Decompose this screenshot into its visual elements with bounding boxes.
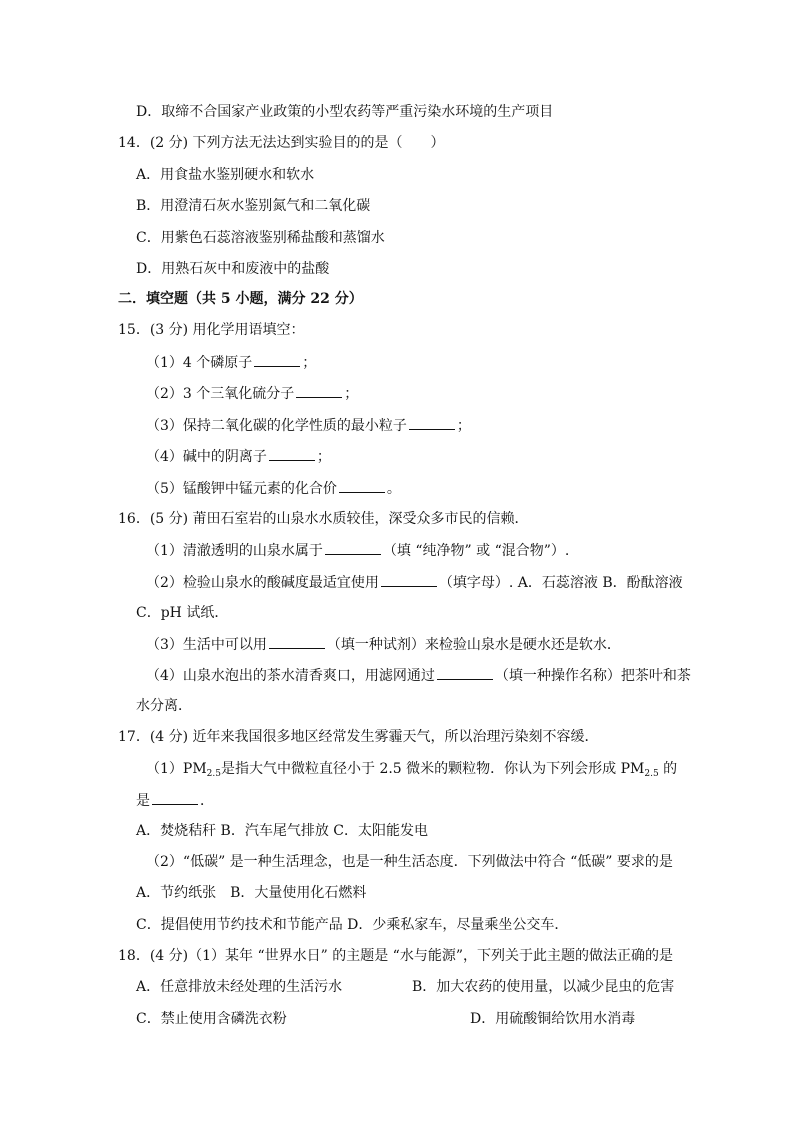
q17-part2: （2）“低碳” 是一种生活理念，也是一种生活态度．下列做法中符合 “低碳” 要求的是 — [146, 854, 673, 870]
q17-part2-options-2: C．提倡使用节约技术和节能产品 D．少乘私家车，尽量乘坐公交车． — [136, 917, 569, 933]
q16-part1 — [146, 540, 569, 561]
q14-option-b: B．用澄清石灰水鉴别氮气和二氧化碳 — [136, 198, 371, 214]
q18-option-a: A．任意排放未经处理的生活污水 — [136, 979, 343, 995]
q16-part1-end: （填 “纯净物” 或 “混合物”）. — [382, 543, 570, 559]
q16-part3 — [146, 634, 621, 655]
q17-part1-text-b: 是指大气中微粒直径小于 2.5 微米的颗粒物．你认为下列会形成 PM — [221, 761, 645, 777]
q17-part1 — [146, 759, 677, 784]
answer-blank[interactable] — [381, 572, 437, 587]
q14-option-d: D．用熟石灰中和废液中的盐酸 — [136, 261, 330, 277]
q15-part2 — [146, 383, 358, 404]
q15-part3-end: ； — [456, 418, 471, 434]
q18-stem: 18．(4 分)（1）某年 “世界水日” 的主题是 “水与能源”，下列关于此主题的做法正确的是 — [118, 948, 673, 964]
q13-option-d: D．取缔不合国家产业政策的小型农药等严重污染水环境的生产项目 — [136, 104, 554, 120]
q14-option-c: C．用紫色石蕊溶液鉴别稀盐酸和蒸馏水 — [136, 230, 385, 246]
q15-part3-text: （3）保持二氧化碳的化学性质的最小粒子 — [146, 418, 407, 434]
q15-part1 — [146, 352, 316, 373]
q16-part1-text: （1）清澈透明的山泉水属于 — [146, 543, 323, 559]
answer-blank[interactable] — [296, 383, 342, 398]
q15-part3 — [146, 415, 471, 436]
answer-blank[interactable] — [325, 540, 381, 555]
q14-stem: 14．(2 分) 下列方法无法达到实验目的的是（ ） — [118, 135, 445, 151]
q15-stem: 15．(3 分) 用化学用语填空： — [118, 322, 305, 338]
q16-part3-text: （3）生活中可以用 — [146, 637, 267, 653]
q17-part1-cont-text: 是 — [136, 793, 150, 809]
q16-part4 — [146, 665, 691, 686]
q17-part1-continued — [136, 790, 214, 811]
q15-part5-text: （5）锰酸钾中锰元素的化合价 — [146, 481, 337, 497]
pm-subscript: 2.5 — [206, 769, 221, 779]
q17-stem: 17．(4 分) 近年来我国很多地区经常发生雾霾天气，所以治理污染刻不容缓． — [118, 729, 599, 745]
q17-part1-text-a: （1）PM — [146, 761, 207, 777]
q15-part4 — [146, 446, 331, 467]
q15-part4-end: ； — [316, 449, 331, 465]
answer-blank[interactable] — [339, 478, 385, 493]
answer-blank[interactable] — [152, 790, 198, 805]
q17-part2-options-1: A．节约纸张 B．大量使用化石燃料 — [136, 885, 367, 901]
q15-part5 — [146, 478, 401, 499]
q16-part2-continued: C．pH 试纸． — [136, 605, 229, 621]
answer-blank[interactable] — [409, 415, 455, 430]
q16-part4-end: （填一种操作名称）把茶叶和茶 — [494, 668, 691, 684]
answer-blank[interactable] — [269, 446, 315, 461]
q14-option-a: A．用食盐水鉴别硬水和软水 — [136, 167, 315, 183]
answer-blank[interactable] — [437, 665, 493, 680]
answer-blank[interactable] — [254, 352, 300, 367]
q18-option-d: D．用硫酸铜给饮用水消毒 — [470, 1011, 636, 1027]
q18-option-b: B．加大农药的使用量，以减少昆虫的危害 — [412, 979, 675, 995]
answer-blank[interactable] — [269, 634, 325, 649]
section-title-fill-in: 二．填空题（共 5 小题，满分 22 分） — [118, 291, 363, 307]
q16-part3-end: （填一种试剂）来检验山泉水是硬水还是软水． — [326, 637, 621, 653]
pm-subscript: 2.5 — [644, 769, 659, 779]
q15-part5-end: 。 — [386, 481, 401, 497]
q18-option-c: C．禁止使用含磷洗衣粉 — [136, 1011, 287, 1027]
q17-part1-options: A．焚烧秸秆 B．汽车尾气排放 C．太阳能发电 — [136, 823, 429, 839]
q16-part2-text: （2）检验山泉水的酸碱度最适宜使用 — [146, 575, 379, 591]
q16-part2-end: （填字母）. A．石蕊溶液 B．酚酞溶液 — [438, 575, 683, 591]
q15-part1-end: ； — [302, 355, 317, 371]
q16-part4-continued: 水分离． — [136, 698, 192, 714]
q17-part1-text-c: 的 — [658, 761, 678, 777]
q16-stem: 16．(5 分) 莆田石室岩的山泉水水质较佳，深受众多市民的信赖． — [118, 511, 529, 527]
q15-part4-text: （4）碱中的阴离子 — [146, 449, 267, 465]
q16-part2 — [146, 572, 683, 593]
q15-part2-end: ； — [344, 386, 359, 402]
q15-part2-text: （2）3 个三氧化硫分子 — [146, 386, 295, 402]
q15-part1-text: （1）4 个磷原子 — [146, 355, 253, 371]
q17-part1-cont-end: ． — [200, 793, 214, 809]
q16-part4-text: （4）山泉水泡出的茶水清香爽口，用滤网通过 — [146, 668, 435, 684]
